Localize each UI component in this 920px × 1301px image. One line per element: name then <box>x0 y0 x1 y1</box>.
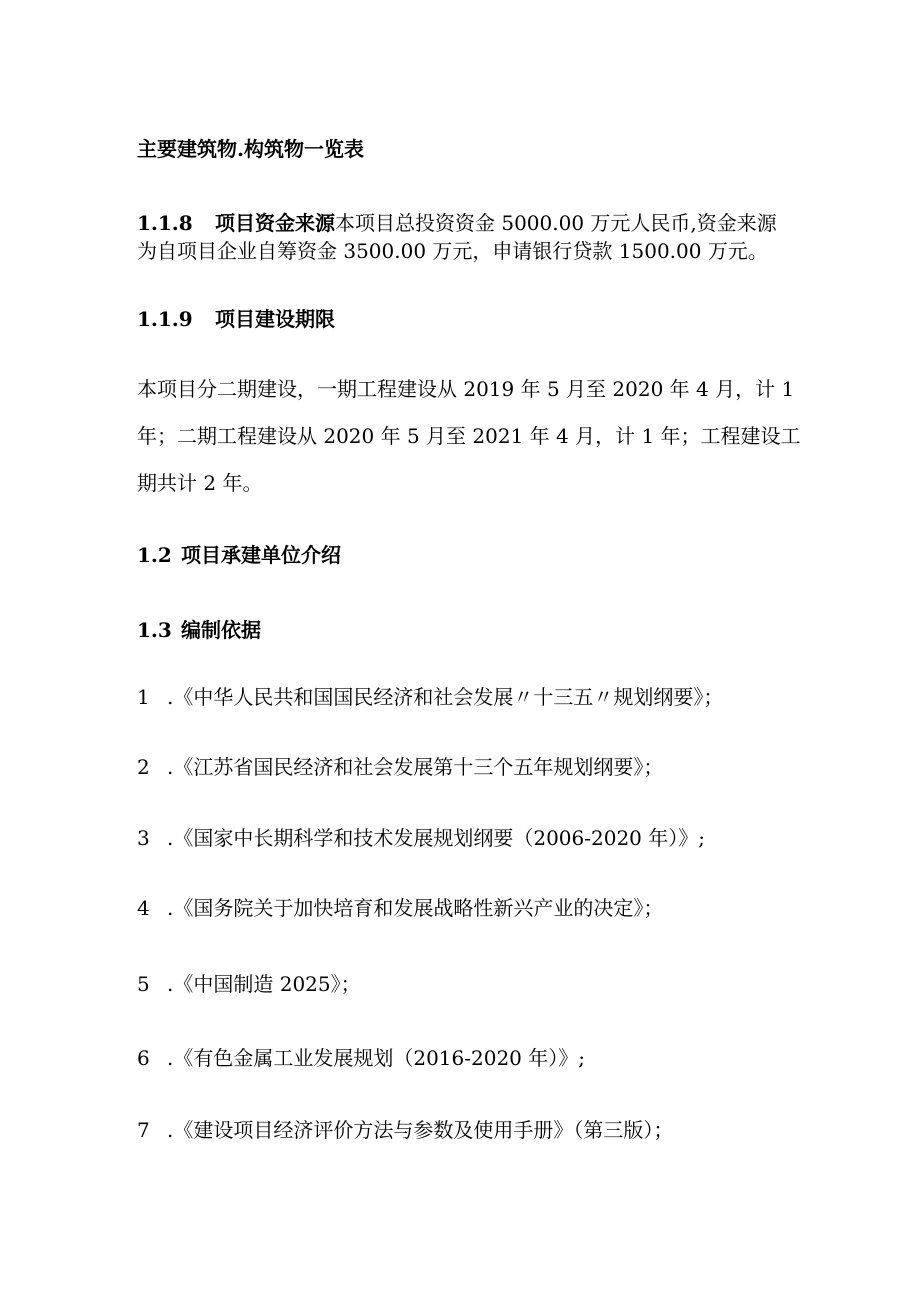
section-heading: 项目承建单位介绍 <box>181 543 341 567</box>
section-1-1-8-line-2: 为自项目企业自筹资金 3500.00 万元，申请银行贷款 1500.00 万元。 <box>137 239 768 263</box>
section-1-1-8-line-1 <box>137 210 777 236</box>
paragraph-line-3: 期共计 2 年。 <box>137 471 263 495</box>
section-heading: 项目资金来源 <box>215 211 335 235</box>
section-heading: 项目建设期限 <box>215 307 335 331</box>
section-text: 本项目总投资资金 5000.00 万元人民币,资金来源 <box>335 211 777 235</box>
paragraph-line-1: 本项目分二期建设，一期工程建设从 2019 年 5 月至 2020 年 4 月，计 1 <box>137 377 795 401</box>
list-item-number: 6 <box>137 1046 150 1070</box>
list-item-text: .《江苏省国民经济和社会发展第十三个五年规划纲要》； <box>167 755 664 779</box>
list-item <box>137 754 663 780</box>
section-heading: 编制依据 <box>181 618 261 642</box>
list-item-text: .《国务院关于加快培育和发展战略性新兴产业的决定》； <box>167 896 664 920</box>
list-item-text: .《中华人民共和国国民经济和社会发展〃十三五〃规划纲要》； <box>167 685 724 709</box>
list-item-text: .《建设项目经济评价方法与参数及使用手册》（第三版）； <box>167 1118 674 1142</box>
section-1-2-heading <box>137 542 341 568</box>
table-title: 主要建筑物.构筑物一览表 <box>137 137 364 161</box>
list-item-number: 2 <box>137 755 150 779</box>
list-item-text: .《国家中长期科学和技术发展规划纲要（2006-2020 年）》; <box>167 826 706 850</box>
section-1-3-heading <box>137 617 261 643</box>
list-item-text: .《有色金属工业发展规划（2016-2020 年）》; <box>167 1046 586 1070</box>
list-item-number: 7 <box>137 1118 150 1142</box>
paragraph-line-2: 年；二期工程建设从 2020 年 5 月至 2021 年 4 月，计 1 年；工程建设工 <box>137 424 801 448</box>
list-item <box>137 971 361 997</box>
list-item <box>137 1045 585 1071</box>
list-item-number: 3 <box>137 826 150 850</box>
section-1-1-9-heading <box>137 306 335 332</box>
list-item <box>137 895 663 921</box>
list-item-number: 5 <box>137 972 150 996</box>
list-item <box>137 684 723 710</box>
list-item <box>137 1117 673 1143</box>
list-item-number: 4 <box>137 896 150 920</box>
section-number: 1.1.8 <box>137 211 193 235</box>
list-item-number: 1 <box>137 685 150 709</box>
list-item <box>137 825 705 851</box>
section-number: 1.2 <box>137 543 172 567</box>
section-number: 1.1.9 <box>137 307 193 331</box>
section-number: 1.3 <box>137 618 172 642</box>
list-item-text: .《中国制造 2025》； <box>167 972 361 996</box>
